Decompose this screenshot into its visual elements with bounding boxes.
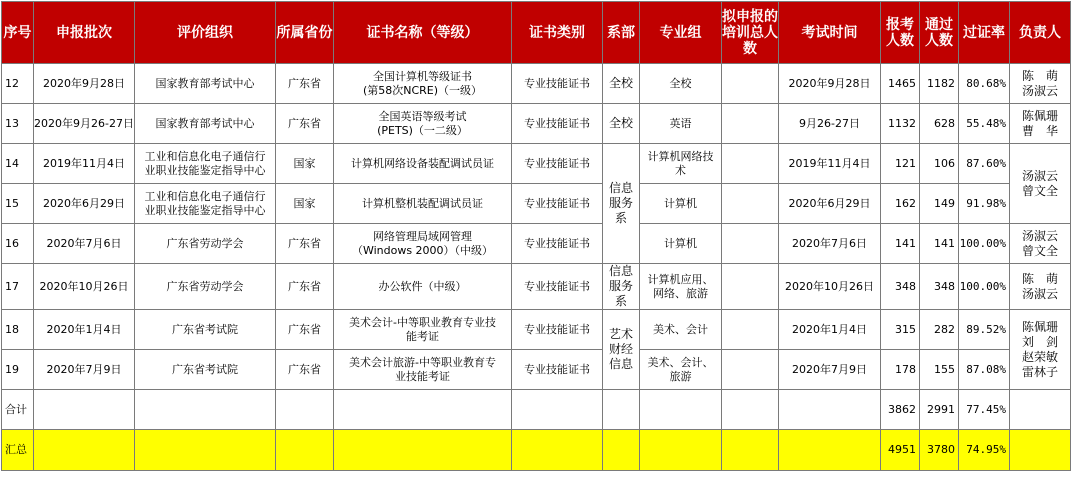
owner-cell bbox=[1010, 64, 1071, 104]
owner-name: 陈佩珊 bbox=[1021, 319, 1058, 334]
owner-name: 刘 剑 bbox=[1021, 334, 1058, 349]
org-cell: 国家教育部考试中心 bbox=[135, 64, 276, 104]
province-cell: 国家 bbox=[276, 144, 334, 184]
rate-cell: 91.98% bbox=[959, 184, 1010, 224]
type-cell: 专业技能证书 bbox=[512, 184, 603, 224]
cert-cell: 计算机网络设备装配调试员证 bbox=[334, 144, 512, 184]
exam-cell: 2020年7月6日 bbox=[779, 224, 881, 264]
dept-cell: 全校 bbox=[603, 104, 640, 144]
empty-cell bbox=[276, 430, 334, 471]
cert-cell: 办公软件（中级） bbox=[334, 264, 512, 310]
cert-line-2: 业技能考证 bbox=[395, 369, 450, 383]
header-major: 专业组 bbox=[640, 2, 722, 64]
table-row bbox=[2, 144, 1071, 184]
seq-cell: 19 bbox=[2, 350, 34, 390]
org-cell: 广东省劳动学会 bbox=[135, 264, 276, 310]
major-line-1: 美术、会计、 bbox=[647, 355, 714, 369]
province-cell: 广东省 bbox=[276, 310, 334, 350]
passed-cell: 628 bbox=[920, 104, 959, 144]
subtotal-passed: 2991 bbox=[920, 390, 959, 430]
empty-cell bbox=[135, 430, 276, 471]
empty-cell bbox=[276, 390, 334, 430]
table-row bbox=[2, 64, 1071, 104]
rate-cell: 87.08% bbox=[959, 350, 1010, 390]
type-cell: 专业技能证书 bbox=[512, 310, 603, 350]
owner-cell bbox=[1010, 144, 1071, 224]
planned-cell bbox=[722, 184, 779, 224]
org-line-1: 工业和信息化电子通信行 bbox=[144, 189, 266, 203]
cert-cell bbox=[334, 350, 512, 390]
org-cell: 国家教育部考试中心 bbox=[135, 104, 276, 144]
dept-line: 艺术 bbox=[608, 327, 633, 341]
province-cell: 国家 bbox=[276, 184, 334, 224]
header-exam-time: 考试时间 bbox=[779, 2, 881, 64]
empty-cell bbox=[512, 430, 603, 471]
batch-cell: 2020年7月6日 bbox=[34, 224, 135, 264]
total-label: 汇总 bbox=[2, 430, 34, 471]
cert-cell: 计算机整机装配调试员证 bbox=[334, 184, 512, 224]
planned-cell bbox=[722, 144, 779, 184]
org-cell: 广东省劳动学会 bbox=[135, 224, 276, 264]
passed-cell: 149 bbox=[920, 184, 959, 224]
applicants-cell: 1132 bbox=[881, 104, 920, 144]
header-passed: 通过人数 bbox=[920, 2, 959, 64]
passed-cell: 106 bbox=[920, 144, 959, 184]
applicants-cell: 315 bbox=[881, 310, 920, 350]
empty-cell bbox=[1010, 430, 1071, 471]
planned-cell bbox=[722, 264, 779, 310]
major-cell: 全校 bbox=[640, 64, 722, 104]
empty-cell bbox=[34, 430, 135, 471]
cert-cell bbox=[334, 64, 512, 104]
empty-cell bbox=[603, 430, 640, 471]
seq-cell: 14 bbox=[2, 144, 34, 184]
exam-cell: 2020年6月29日 bbox=[779, 184, 881, 224]
batch-cell: 2020年9月28日 bbox=[34, 64, 135, 104]
rate-cell: 100.00% bbox=[959, 224, 1010, 264]
applicants-cell: 121 bbox=[881, 144, 920, 184]
header-cert: 证书名称（等级） bbox=[334, 2, 512, 64]
org-cell bbox=[135, 144, 276, 184]
header-org: 评价组织 bbox=[135, 2, 276, 64]
empty-cell bbox=[779, 430, 881, 471]
major-cell bbox=[640, 264, 722, 310]
empty-cell bbox=[640, 430, 722, 471]
empty-cell bbox=[722, 430, 779, 471]
cert-line-2: (第58次NCRE)（一级） bbox=[362, 83, 483, 97]
cert-line-1: 全国计算机等级证书 bbox=[373, 69, 472, 83]
empty-cell bbox=[34, 390, 135, 430]
cert-line-1: 美术会计旅游-中等职业教育专 bbox=[349, 355, 496, 369]
type-cell: 专业技能证书 bbox=[512, 350, 603, 390]
batch-cell: 2019年11月4日 bbox=[34, 144, 135, 184]
province-cell: 广东省 bbox=[276, 104, 334, 144]
empty-cell bbox=[603, 390, 640, 430]
header-applicants: 报考人数 bbox=[881, 2, 920, 64]
cert-cell bbox=[334, 104, 512, 144]
table-row bbox=[2, 224, 1071, 264]
header-province: 所属省份 bbox=[276, 2, 334, 64]
planned-cell bbox=[722, 224, 779, 264]
exam-cell: 9月26-27日 bbox=[779, 104, 881, 144]
empty-cell bbox=[1010, 390, 1071, 430]
table-row bbox=[2, 350, 1071, 390]
exam-cell: 2019年11月4日 bbox=[779, 144, 881, 184]
seq-cell: 12 bbox=[2, 64, 34, 104]
rate-cell: 80.68% bbox=[959, 64, 1010, 104]
seq-cell: 18 bbox=[2, 310, 34, 350]
planned-cell bbox=[722, 350, 779, 390]
applicants-cell: 348 bbox=[881, 264, 920, 310]
dept-cell: 全校 bbox=[603, 64, 640, 104]
dept-line: 服务 bbox=[608, 196, 633, 210]
dept-cell bbox=[603, 310, 640, 390]
org-cell: 广东省考试院 bbox=[135, 310, 276, 350]
type-cell: 专业技能证书 bbox=[512, 224, 603, 264]
empty-cell bbox=[512, 390, 603, 430]
owner-name: 赵荣敏 bbox=[1021, 349, 1058, 364]
passed-cell: 348 bbox=[920, 264, 959, 310]
applicants-cell: 1465 bbox=[881, 64, 920, 104]
org-line-2: 业职业技能鉴定指导中心 bbox=[144, 163, 266, 177]
cert-cell bbox=[334, 224, 512, 264]
planned-cell bbox=[722, 64, 779, 104]
cert-line-1: 美术会计-中等职业教育专业技 bbox=[349, 315, 496, 329]
dept-line: 系 bbox=[614, 294, 627, 308]
header-pass-rate: 过证率 bbox=[959, 2, 1010, 64]
cert-line-2: （Windows 2000）（中级） bbox=[351, 243, 494, 257]
batch-cell: 2020年1月4日 bbox=[34, 310, 135, 350]
exam-cell: 2020年7月9日 bbox=[779, 350, 881, 390]
total-passed: 3780 bbox=[920, 430, 959, 471]
major-cell bbox=[640, 144, 722, 184]
dept-cell bbox=[603, 264, 640, 310]
dept-line: 信息 bbox=[608, 264, 633, 278]
table-row bbox=[2, 184, 1071, 224]
owner-cell bbox=[1010, 104, 1071, 144]
owner-name: 陈 萌 bbox=[1021, 68, 1058, 83]
major-cell bbox=[640, 350, 722, 390]
subtotal-rate: 77.45% bbox=[959, 390, 1010, 430]
seq-cell: 15 bbox=[2, 184, 34, 224]
applicants-cell: 141 bbox=[881, 224, 920, 264]
type-cell: 专业技能证书 bbox=[512, 144, 603, 184]
cert-cell bbox=[334, 310, 512, 350]
applicants-cell: 162 bbox=[881, 184, 920, 224]
table-row bbox=[2, 264, 1071, 310]
rate-cell: 87.60% bbox=[959, 144, 1010, 184]
seq-cell: 17 bbox=[2, 264, 34, 310]
empty-cell bbox=[779, 390, 881, 430]
table-row bbox=[2, 104, 1071, 144]
major-cell: 美术、会计 bbox=[640, 310, 722, 350]
org-cell bbox=[135, 184, 276, 224]
exam-cell: 2020年9月28日 bbox=[779, 64, 881, 104]
header-batch: 申报批次 bbox=[34, 2, 135, 64]
applicants-cell: 178 bbox=[881, 350, 920, 390]
owner-name: 汤淑云 bbox=[1021, 286, 1058, 301]
cert-line-2: 能考证 bbox=[406, 329, 439, 343]
type-cell: 专业技能证书 bbox=[512, 104, 603, 144]
seq-cell: 16 bbox=[2, 224, 34, 264]
batch-cell: 2020年10月26日 bbox=[34, 264, 135, 310]
empty-cell bbox=[135, 390, 276, 430]
province-cell: 广东省 bbox=[276, 64, 334, 104]
major-line-1: 计算机应用、 bbox=[647, 272, 714, 286]
major-line-1: 计算机网络技 bbox=[647, 149, 714, 163]
org-cell: 广东省考试院 bbox=[135, 350, 276, 390]
total-applicants: 4951 bbox=[881, 430, 920, 471]
rate-cell: 55.48% bbox=[959, 104, 1010, 144]
owner-cell bbox=[1010, 224, 1071, 264]
table-row bbox=[2, 310, 1071, 350]
passed-cell: 1182 bbox=[920, 64, 959, 104]
province-cell: 广东省 bbox=[276, 224, 334, 264]
subtotal-label: 合计 bbox=[2, 390, 34, 430]
owner-name: 曾文全 bbox=[1021, 243, 1058, 258]
owner-cell bbox=[1010, 310, 1071, 390]
subtotal-applicants: 3862 bbox=[881, 390, 920, 430]
empty-cell bbox=[640, 390, 722, 430]
major-cell: 英语 bbox=[640, 104, 722, 144]
owner-name: 汤淑云 bbox=[1021, 83, 1058, 98]
type-cell: 专业技能证书 bbox=[512, 64, 603, 104]
header-dept: 系部 bbox=[603, 2, 640, 64]
empty-cell bbox=[334, 430, 512, 471]
dept-line: 信息 bbox=[608, 181, 633, 195]
major-line-2: 旅游 bbox=[669, 369, 692, 383]
planned-cell bbox=[722, 310, 779, 350]
owner-name: 雷林子 bbox=[1021, 364, 1058, 379]
planned-cell bbox=[722, 104, 779, 144]
dept-line: 财经 bbox=[608, 342, 633, 356]
header-owner: 负责人 bbox=[1010, 2, 1071, 64]
header-cert-type: 证书类别 bbox=[512, 2, 603, 64]
dept-line: 系 bbox=[614, 211, 627, 225]
owner-name: 曾文全 bbox=[1021, 183, 1058, 198]
rate-cell: 100.00% bbox=[959, 264, 1010, 310]
major-cell: 计算机 bbox=[640, 224, 722, 264]
owner-name: 汤淑云 bbox=[1021, 228, 1058, 243]
owner-name: 陈佩珊 bbox=[1021, 108, 1058, 123]
org-line-1: 工业和信息化电子通信行 bbox=[144, 149, 266, 163]
passed-cell: 141 bbox=[920, 224, 959, 264]
exam-cell: 2020年1月4日 bbox=[779, 310, 881, 350]
major-cell: 计算机 bbox=[640, 184, 722, 224]
empty-cell bbox=[334, 390, 512, 430]
passed-cell: 282 bbox=[920, 310, 959, 350]
province-cell: 广东省 bbox=[276, 350, 334, 390]
owner-cell bbox=[1010, 264, 1071, 310]
subtotal-row bbox=[2, 390, 1071, 430]
cert-line-2: (PETS)（一二级） bbox=[377, 123, 468, 137]
batch-cell: 2020年6月29日 bbox=[34, 184, 135, 224]
cert-line-1: 网络管理局域网管理 bbox=[373, 229, 472, 243]
exam-cell: 2020年10月26日 bbox=[779, 264, 881, 310]
cert-line-1: 全国英语等级考试 bbox=[378, 109, 467, 123]
type-cell: 专业技能证书 bbox=[512, 264, 603, 310]
rate-cell: 89.52% bbox=[959, 310, 1010, 350]
empty-cell bbox=[722, 390, 779, 430]
passed-cell: 155 bbox=[920, 350, 959, 390]
batch-cell: 2020年7月9日 bbox=[34, 350, 135, 390]
owner-name: 曹 华 bbox=[1021, 123, 1058, 138]
dept-line: 信息 bbox=[608, 357, 633, 371]
total-rate: 74.95% bbox=[959, 430, 1010, 471]
dept-cell bbox=[603, 144, 640, 264]
batch-cell: 2020年9月26-27日 bbox=[34, 104, 135, 144]
org-line-2: 业职业技能鉴定指导中心 bbox=[144, 203, 266, 217]
major-line-2: 网络、旅游 bbox=[653, 286, 708, 300]
owner-name: 汤淑云 bbox=[1021, 168, 1058, 183]
major-line-2: 术 bbox=[675, 163, 686, 177]
total-row bbox=[2, 430, 1071, 471]
header-seq: 序号 bbox=[2, 2, 34, 64]
certificate-table bbox=[1, 1, 1071, 471]
header-row bbox=[2, 2, 1071, 64]
province-cell: 广东省 bbox=[276, 264, 334, 310]
seq-cell: 13 bbox=[2, 104, 34, 144]
owner-name: 陈 萌 bbox=[1021, 271, 1058, 286]
header-planned: 拟申报的培训总人数 bbox=[722, 2, 779, 64]
dept-line: 服务 bbox=[608, 279, 633, 293]
